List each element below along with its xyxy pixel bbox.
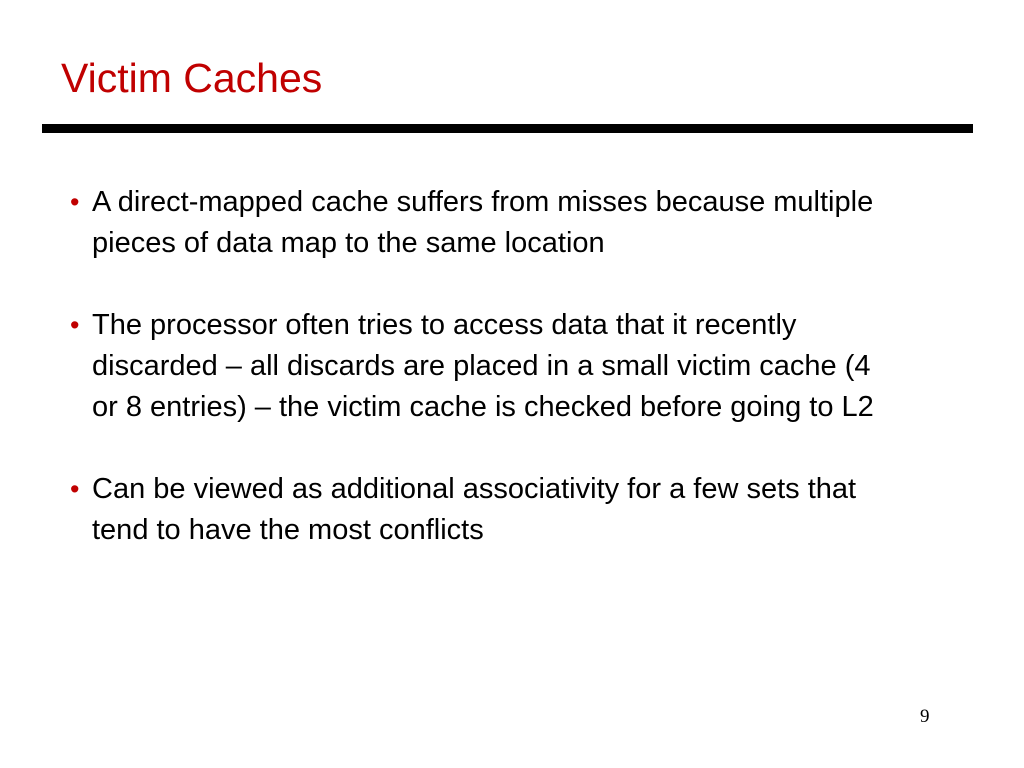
bullet-text: A direct-mapped cache suffers from misses because multiple pieces of data map to the same location <box>92 186 874 259</box>
bullet-item <box>70 305 950 428</box>
bullet-marker: • <box>70 310 80 340</box>
bullet-text: The processor often tries to access data that it recently discarded – all discards are placed in a small victim cache (4 or 8 entries) – the victim cache is checked before going to L2 <box>92 309 874 423</box>
bullet-marker: • <box>70 474 80 504</box>
title-divider <box>42 124 973 133</box>
bullet-text: Can be viewed as additional associativity for a few sets that tend to have the most conflicts <box>92 473 857 546</box>
bullet-item <box>70 182 950 264</box>
bullet-list <box>70 182 950 592</box>
page-number: 9 <box>920 706 930 727</box>
bullet-item <box>70 469 950 551</box>
slide-title: Victim Caches <box>61 55 323 101</box>
bullet-marker: • <box>70 187 80 217</box>
